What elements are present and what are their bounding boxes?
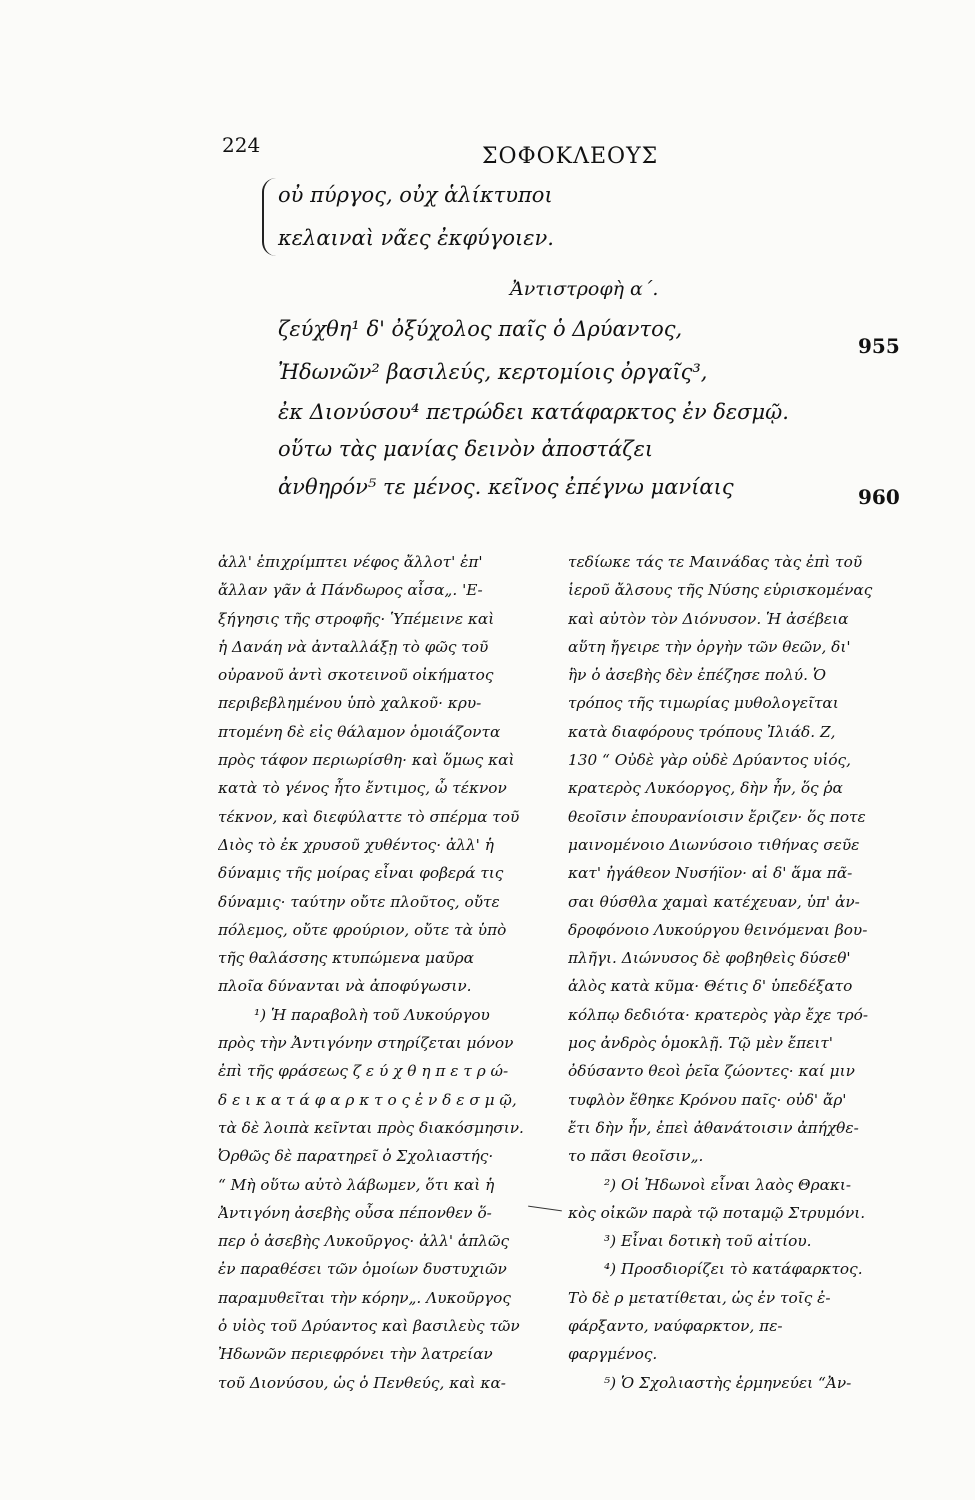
- note-line: πρὸς τάφον περιωρίσθη· καὶ ὅμως καὶ: [218, 751, 515, 770]
- note-line: τρόπος τῆς τιμωρίας μυθολογεῖται: [568, 694, 839, 713]
- note-line: κατὰ τὸ γένος ἦτο ἔντιμος, ὦ τέκνον: [218, 779, 507, 798]
- note-line: ἄλλαν γᾶν ἁ Πάνδωρος αἶσα„. 'Ε-: [218, 581, 483, 600]
- note-line: τὰ δὲ λοιπὰ κεῖνται πρὸς διακόσμησιν.: [218, 1118, 524, 1137]
- note-line: Τὸ δὲ ρ μετατίθεται, ὡς ἐν τοῖς ἐ-: [568, 1288, 831, 1307]
- note-line: φάρξαντο, ναύφαρκτον, πε-: [568, 1317, 783, 1336]
- note-line: τυφλὸν ἔθηκε Κρόνου παῖς· οὐδ' ἄρ': [568, 1090, 847, 1109]
- note-line: περιβεβλημένου ὑπὸ χαλκοῦ· κρυ-: [218, 694, 482, 713]
- note-line: ξήγησις τῆς στροφῆς· Ὑπέμεινε καὶ: [218, 609, 495, 628]
- verse-line: κελαιναὶ νᾶες ἐκφύγοιεν.: [278, 226, 554, 250]
- note-line: ²) Οἱ Ἠδωνοὶ εἶναι λαὸς Θρακι-: [604, 1175, 852, 1194]
- note-line: “ Μὴ οὕτω αὐτὸ λάβωμεν, ὅτι καὶ ἡ: [218, 1175, 495, 1194]
- note-line: πλοῖα δύνανται νὰ ἀποφύγωσιν.: [218, 977, 472, 996]
- note-line: το πᾶσι θεοῖσιν„.: [568, 1147, 704, 1166]
- note-line: 130 “ Οὐδὲ γὰρ οὐδὲ Δρύαντος υἱός,: [568, 751, 851, 770]
- note-line: ⁴) Προσδιορίζει τὸ κατάφαρκτος.: [604, 1260, 863, 1279]
- verse-line: Ἠδωνῶν² βασιλεύς, κερτομίοις ὀργαῖς³,: [278, 360, 708, 384]
- notes-left-column: [218, 548, 550, 1397]
- verse-bracket: [262, 178, 278, 256]
- note-line: ³) Εἶναι δοτικὴ τοῦ αἰτίου.: [604, 1232, 812, 1251]
- note-line: ὁ υἱὸς τοῦ Δρύαντος καὶ βασιλεὺς τῶν: [218, 1317, 520, 1336]
- note-line: σαι θύσθλα χαμαὶ κατέχευαν, ὑπ' ἀν-: [568, 892, 860, 911]
- page-number: 224: [222, 133, 261, 157]
- note-line: περ ὁ ἀσεβὴς Λυκοῦργος· ἀλλ' ἁπλῶς: [218, 1232, 510, 1251]
- note-line: Ὀρθῶς δὲ παρατηρεῖ ὁ Σχολιαστής·: [218, 1147, 494, 1166]
- note-line: τῆς θαλάσσης κτυπώμενα μαῦρα: [218, 949, 474, 968]
- line-number: 960: [858, 485, 900, 509]
- note-line: Διὸς τὸ ἐκ χρυσοῦ χυθέντος· ἀλλ' ἡ: [218, 835, 494, 854]
- note-line: ὀδύσαντο θεοὶ ῥεῖα ζώοντες· καί μιν: [568, 1062, 855, 1081]
- note-line: ἀλλ' ἐπιχρίμπτει νέφος ἄλλοτ' ἐπ': [218, 553, 483, 571]
- note-line: ἐπὶ τῆς φράσεως ζ ε ύ χ θ η π ε τ ρ ώ-: [218, 1062, 509, 1081]
- note-line: ¹) Ἡ παραβολὴ τοῦ Λυκούργου: [254, 1005, 490, 1024]
- verse-line: ἀνθηρόν⁵ τε μένος. κεῖνος ἐπέγνω μανίαις: [278, 475, 734, 499]
- note-line: τοῦ Διονύσου, ὡς ὁ Πενθεύς, καὶ κα-: [218, 1373, 506, 1392]
- note-line: δ ε ι κ α τ ά φ α ρ κ τ ο ς ἐ ν δ ε σ μ ῷ,: [218, 1090, 517, 1109]
- note-line: ⁵) Ὁ Σχολιαστὴς ἑρμηνεύει “Ἀν-: [604, 1373, 852, 1392]
- note-line: πτομένη δὲ εἰς θάλαμον ὁμοιάζοντα: [218, 722, 501, 741]
- note-line: μαινομένοιο Διωνύσοιο τιθήνας σεῦε: [568, 835, 860, 854]
- note-line: πρὸς τὴν Ἀντιγόνην στηρίζεται μόνον: [218, 1034, 514, 1053]
- note-line: μος ἀνδρὸς ὁμοκλῇ. Τῷ μὲν ἔπειτ': [568, 1034, 834, 1053]
- note-line: τεδίωκε τάς τε Μαινάδας τὰς ἐπὶ τοῦ: [568, 553, 863, 571]
- note-line: Ἠδωνῶν περιεφρόνει τὴν λατρείαν: [218, 1345, 493, 1364]
- note-line: ἡ Δανάη νὰ ἀνταλλάξῃ τὸ φῶς τοῦ: [218, 637, 489, 656]
- note-line: ἁλὸς κατὰ κῦμα· Θέτις δ' ὑπεδέξατο: [568, 977, 853, 996]
- note-line: καὶ αὐτὸν τὸν Διόνυσον. Ἡ ἀσέβεια: [568, 609, 849, 628]
- note-line: δύναμις τῆς μοίρας εἶναι φοβερά τις: [218, 864, 504, 883]
- note-line: δύναμις· ταύτην οὔτε πλοῦτος, οὔτε: [218, 892, 500, 911]
- verse-line: οὕτω τὰς μανίας δεινὸν ἀποστάζει: [278, 437, 654, 461]
- note-line: κὸς οἰκῶν παρὰ τῷ ποταμῷ Στρυμόνι.: [568, 1203, 866, 1222]
- note-line: Ἀντιγόνη ἀσεβὴς οὖσα πέπονθεν ὅ-: [218, 1203, 492, 1222]
- note-line: φαργμένος.: [568, 1345, 658, 1364]
- note-line: δροφόνοιο Λυκούργου θεινόμεναι βου-: [568, 920, 868, 939]
- line-number: 955: [858, 334, 900, 358]
- notes-right-column: [568, 548, 890, 1397]
- note-line: παραμυθεῖται τὴν κόρην„. Λυκοῦργος: [218, 1288, 511, 1307]
- note-line: πόλεμος, οὔτε φρούριον, οὔτε τὰ ὑπὸ: [218, 920, 507, 939]
- verse-line: οὐ πύργος, οὐχ ἁλίκτυποι: [278, 183, 553, 207]
- note-line: πλῆγι. Διώνυσος δὲ φοβηθεὶς δύσεθ': [568, 949, 851, 968]
- running-head-title: ΣΟΦΟΚΛΕΟΥΣ: [482, 144, 659, 169]
- note-line: θεοῖσιν ἐπουρανίοισιν ἔριζεν· ὅς ποτε: [568, 807, 866, 826]
- verse-line: ἐκ Διονύσου⁴ πετρώδει κατάφαρκτος ἐν δεσμῷ.: [278, 400, 789, 424]
- note-line: ἣν ὁ ἀσεβὴς δὲν ἐπέζησε πολύ. Ὁ: [568, 666, 826, 685]
- strophe-title: Ἀντιστροφὴ α΄.: [510, 278, 659, 300]
- note-line: ἔτι δὴν ἦν, ἐπεὶ ἀθανάτοισιν ἀπήχθε-: [568, 1118, 859, 1137]
- verse-line: ζεύχθη¹ δ' ὀξύχολος παῖς ὁ Δρύαντος,: [278, 317, 683, 341]
- note-line: κρατερὸς Λυκόοργος, δὴν ἦν, ὅς ῥα: [568, 779, 843, 798]
- note-line: κόλπῳ δεδιότα· κρατερὸς γὰρ ἔχε τρό-: [568, 1005, 869, 1024]
- note-line: τέκνον, καὶ διεφύλαττε τὸ σπέρμα τοῦ: [218, 807, 520, 826]
- note-line: οὐρανοῦ ἀντὶ σκοτεινοῦ οἰκήματος: [218, 666, 494, 685]
- note-line: κατὰ διαφόρους τρόπους Ἰλιάδ. Ζ,: [568, 722, 836, 741]
- note-line: ἱεροῦ ἄλσους τῆς Νύσης εὑρισκομένας: [568, 581, 873, 600]
- note-line: κατ' ἠγάθεον Νυσήϊον· αἱ δ' ἅμα πᾶ-: [568, 864, 853, 883]
- note-line: αὕτη ἤγειρε τὴν ὀργὴν τῶν θεῶν, δι': [568, 637, 851, 656]
- note-line: ἐν παραθέσει τῶν ὁμοίων δυστυχιῶν: [218, 1260, 507, 1279]
